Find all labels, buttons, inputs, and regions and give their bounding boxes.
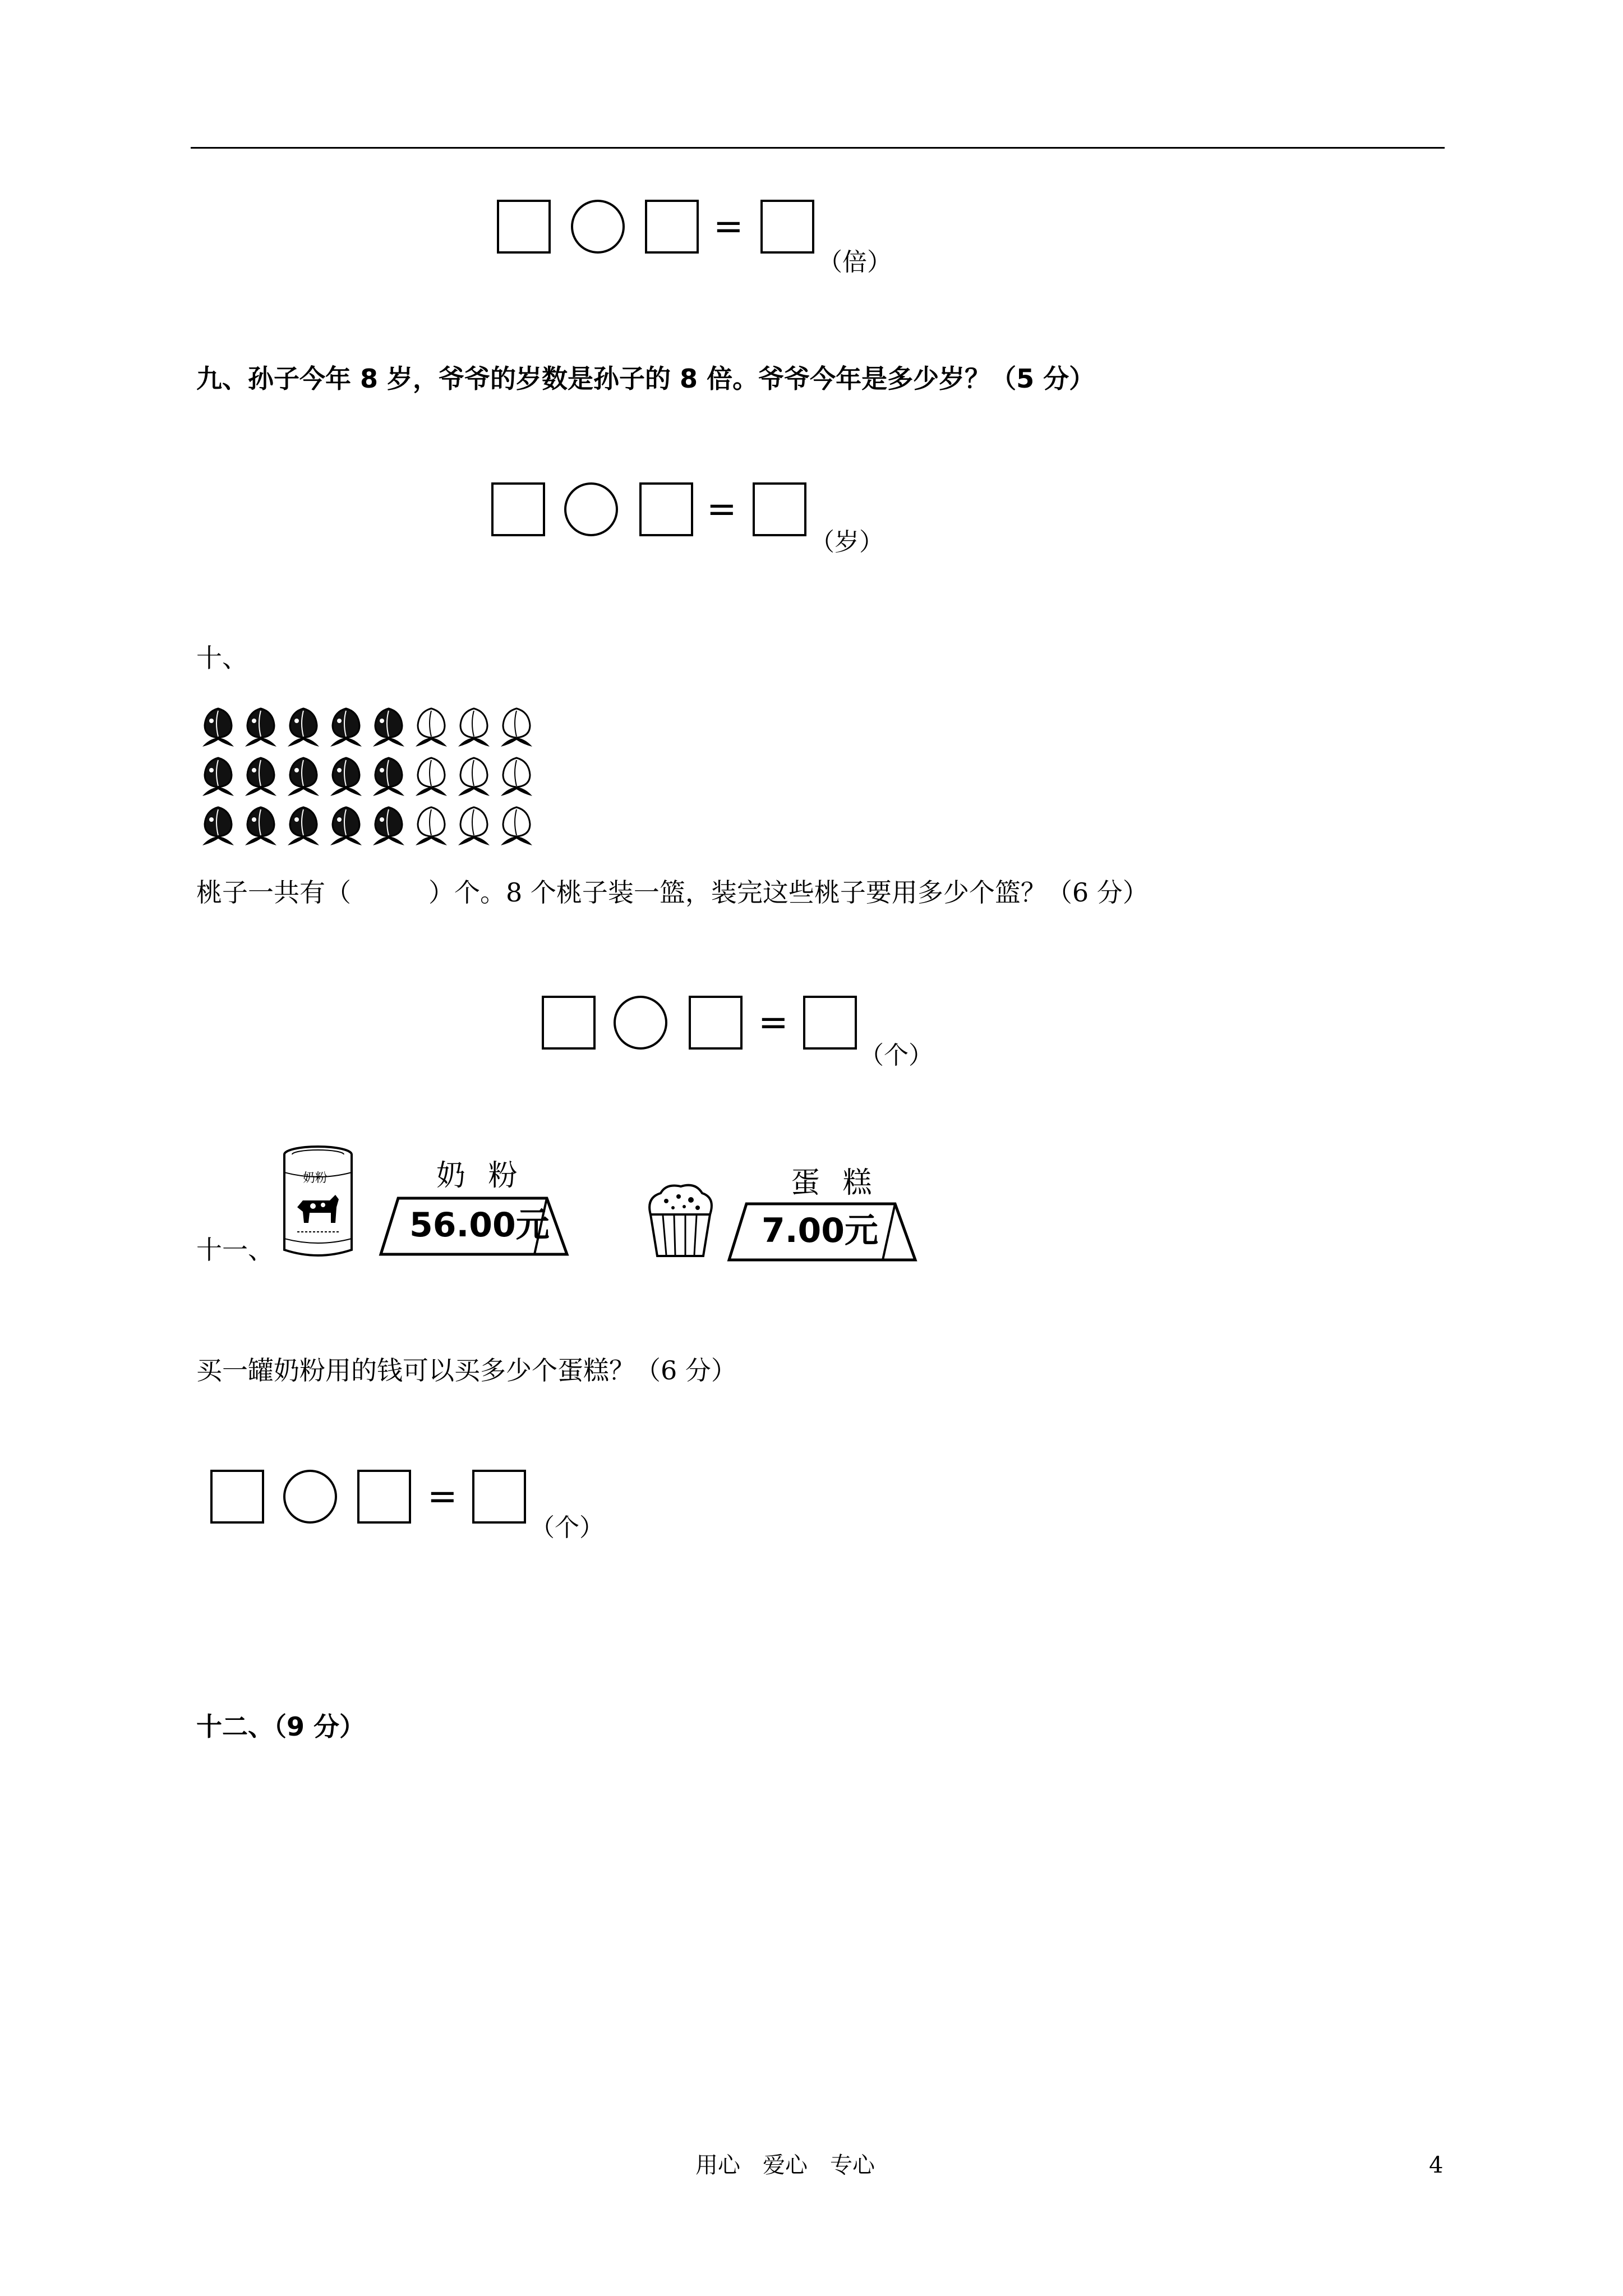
answer-box[interactable] <box>210 1470 264 1524</box>
peach-icon <box>327 704 365 749</box>
result-box[interactable] <box>753 482 806 536</box>
peach-icon <box>412 753 450 798</box>
peach-icon <box>455 803 493 848</box>
milk-powder-name: 奶 粉 <box>436 1159 524 1193</box>
equals-sign: = <box>758 1002 789 1043</box>
equals-sign: = <box>427 1476 458 1517</box>
cake-price: 7.00元 <box>762 1211 879 1250</box>
answer-box[interactable] <box>357 1470 411 1524</box>
header-rule <box>191 147 1445 149</box>
answer-box[interactable] <box>645 200 699 254</box>
peach-icon <box>284 704 322 749</box>
cake-icon <box>644 1181 717 1259</box>
answer-box[interactable] <box>491 482 545 536</box>
peach-icon <box>242 704 280 749</box>
operator-circle[interactable] <box>564 482 618 536</box>
equals-sign: = <box>713 206 744 247</box>
equals-sign: = <box>707 489 737 530</box>
peach-icon <box>284 753 322 798</box>
answer-box[interactable] <box>639 482 693 536</box>
can-label: 奶粉 <box>303 1171 328 1185</box>
peach-icon <box>327 753 365 798</box>
answer-box[interactable] <box>497 200 551 254</box>
peach-icon <box>242 803 280 848</box>
peach-icon <box>370 753 408 798</box>
peach-icon <box>497 753 536 798</box>
question-11-heading: 十一、 <box>196 1235 274 1265</box>
unit-label: （倍） <box>818 248 892 277</box>
unit-label: （个） <box>530 1513 604 1542</box>
question-10-heading: 十、 <box>196 643 248 673</box>
peach-icon <box>412 704 450 749</box>
cake-name: 蛋 糕 <box>791 1166 879 1200</box>
result-box[interactable] <box>803 996 857 1050</box>
peach-icon <box>455 753 493 798</box>
peach-icon <box>370 803 408 848</box>
peach-icon <box>242 753 280 798</box>
peach-icon <box>284 803 322 848</box>
cake-price-tag <box>727 1202 917 1258</box>
page-number: 4 <box>1429 2152 1444 2178</box>
answer-box[interactable] <box>689 996 743 1050</box>
peach-icon <box>199 753 237 798</box>
peach-icon <box>199 704 237 749</box>
peach-icon <box>199 803 237 848</box>
answer-box[interactable] <box>542 996 596 1050</box>
peach-icon <box>327 803 365 848</box>
milk-powder-price-tag <box>379 1196 569 1252</box>
operator-circle[interactable] <box>614 996 667 1050</box>
unit-label: （个） <box>859 1041 933 1070</box>
question-12-heading: 十二、（9 分） <box>196 1711 366 1742</box>
peach-icon <box>497 704 536 749</box>
question-11-prompt: 买一罐奶粉用的钱可以买多少个蛋糕？（6 分） <box>196 1355 737 1386</box>
operator-circle[interactable] <box>571 200 625 254</box>
footer-motto: 用心 爱心 专心 <box>695 2152 875 2178</box>
milk-powder-price: 56.00元 <box>409 1205 550 1245</box>
peach-icon <box>497 803 536 848</box>
peach-icon <box>370 704 408 749</box>
question-10-prompt: 桃子一共有（ ）个。8 个桃子装一篮，装完这些桃子要用多少个篮？（6 分） <box>196 877 1149 908</box>
unit-label: （岁） <box>810 528 884 556</box>
peach-icon <box>412 803 450 848</box>
result-box[interactable] <box>472 1470 526 1524</box>
result-box[interactable] <box>760 200 814 254</box>
operator-circle[interactable] <box>283 1470 337 1524</box>
peach-icon <box>455 704 493 749</box>
milk-powder-can-icon <box>280 1144 356 1262</box>
question-9-prompt: 九、孙子今年 8 岁，爷爷的岁数是孙子的 8 倍。爷爷今年是多少岁？（5 分） <box>196 364 1095 394</box>
